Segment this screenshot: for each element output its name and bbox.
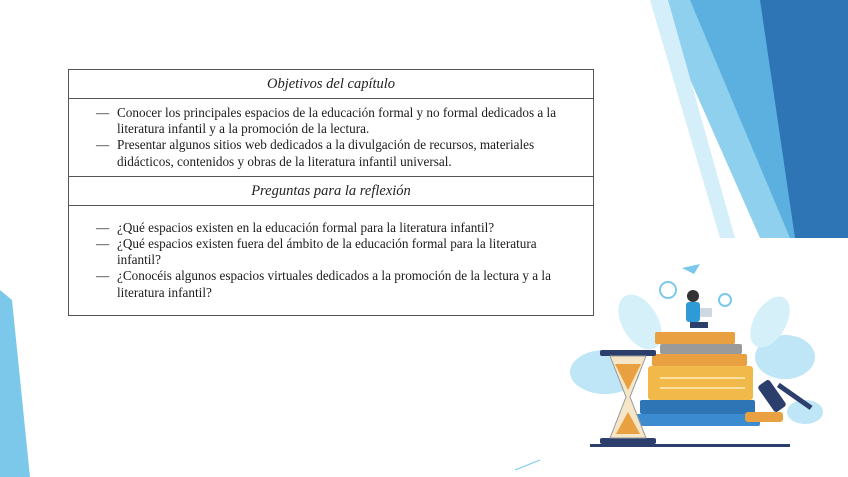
chapter-objectives-box bbox=[68, 69, 594, 316]
list-dash: — bbox=[96, 219, 110, 235]
list-item-text: ¿Qué espacios existen en la educación formal para la literatura infantil? bbox=[117, 219, 495, 235]
list-dash: — bbox=[96, 137, 110, 153]
list-item-text: ¿Qué espacios existen fuera del ámbito de la educación formal para la literatura infantil? bbox=[117, 236, 537, 268]
list-item-text: Presentar algunos sitios web dedicados a la divulgación de recursos, materiales didácticos, contenidos y obras de la literatura infantil universal. bbox=[117, 137, 535, 169]
list-item bbox=[96, 236, 579, 268]
reading-books-hourglass-illustration bbox=[560, 262, 830, 452]
list-item bbox=[96, 220, 579, 236]
list-item-text: Conocer los principales espacios de la educación formal y no formal dedicados a la literatura infantil y a la promoción de la lectura. bbox=[117, 105, 557, 137]
list-dash: — bbox=[96, 236, 110, 252]
reflection-list bbox=[69, 206, 593, 307]
reflection-heading: Preguntas para la reflexión bbox=[69, 176, 593, 206]
list-dash: — bbox=[96, 105, 110, 120]
list-item bbox=[96, 105, 579, 137]
objectives-list bbox=[69, 99, 593, 176]
objectives-heading: Objetivos del capítulo bbox=[69, 70, 593, 99]
list-item-text: ¿Conocéis algunos espacios virtuales dedicados a la promoción de la lectura y a la literatura infantil? bbox=[117, 268, 551, 300]
list-item bbox=[96, 137, 579, 169]
list-dash: — bbox=[96, 268, 110, 284]
list-item bbox=[96, 268, 579, 300]
